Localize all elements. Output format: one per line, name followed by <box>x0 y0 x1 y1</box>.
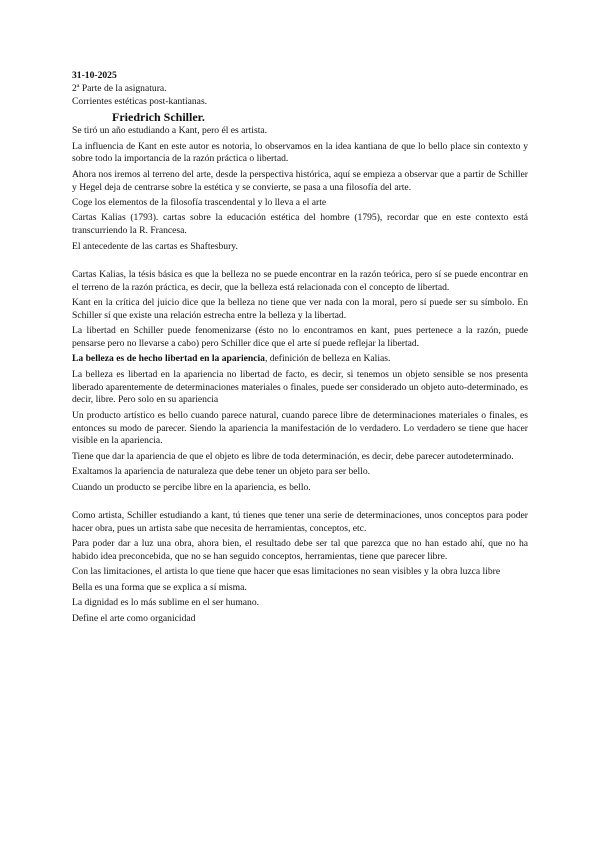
definition-rest: , definición de belleza en Kalias. <box>264 353 391 365</box>
paragraph: Se tiró un año estudiando a Kant, pero él es artista. <box>72 125 268 137</box>
paragraph: Kant en la crítica del juicio dice que la belleza no tiene que ver nada con la moral, pero sí puede ser su símbolo. En Schiller sí que existe una relación estrecha entre la belleza y la libertad. <box>72 297 528 321</box>
section-heading: Friedrich Schiller. <box>112 110 205 125</box>
subtitle-part: 2ª Parte de la asignatura. <box>72 82 167 94</box>
paragraph: Como artista, Schiller estudiando a kant, tú tienes que tener una serie de determinaciones, unos conceptos para poder hacer obra, pues un artista sabe que necesita de herramientas, conceptos, etc. <box>72 510 528 534</box>
paragraph: La influencia de Kant en este autor es notoria, lo observamos en la idea kantiana de que lo bello place sin contexto y sobre todo la importancia de la razón práctica o libertad. <box>72 140 528 165</box>
paragraph: Define el arte como organicidad <box>72 612 196 624</box>
paragraph: Cartas Kalias, la tésis básica es que la belleza no se puede encontrar en la razón teórica, pero sí se puede encontrar en el terreno de la razón práctica, es decir, que la belleza está relacionada con el concepto de libertad. <box>72 268 528 293</box>
paragraph: La libertad en Schiller puede fenomenizarse (ésto no lo encontramos en kant, pues pertenece a la razón, puede pensarse pero no llevarse a cabo) pero Schiller dice que el arte sí puede reflejar la libertad. <box>72 325 528 350</box>
spacer <box>72 256 528 269</box>
paragraph: El antecedente de las cartas es Shaftesbury. <box>72 240 238 252</box>
date-heading: 31-10-2025 <box>72 70 117 81</box>
definition-paragraph <box>72 353 528 366</box>
subtitle-topic: Corrientes estéticas post-kantianas. <box>72 95 208 107</box>
paragraph: La dignidad es lo más sublime en el ser humano. <box>72 597 260 609</box>
paragraph: Con las limitaciones, el artista lo que tiene que hacer que esas limitaciones no sean visibles y la obra luzca libre <box>72 566 501 578</box>
paragraph: Tiene que dar la apariencia de que el objeto es libre de toda determinación, es decir, debe parecer autodeterminado. <box>72 450 514 462</box>
paragraph: Ahora nos iremos al terreno del arte, desde la perspectiva histórica, aquí se empieza a observar que a partir de Schiller y Hegel deja de centrarse sobre la estética y se convierte, se pasa a una filosofía del arte. <box>72 168 528 193</box>
paragraph: Exaltamos la apariencia de naturaleza que debe tener un objeto para ser bello. <box>72 466 371 478</box>
paragraph: Cuando un producto se percibe libre en la apariencia, es bello. <box>72 481 311 493</box>
paragraph: Bella es una forma que se explica a sí misma. <box>72 581 247 593</box>
paragraph: Un producto artístico es bello cuando parece natural, cuando parece libre de determinaciones materiales o finales, es entonces su modo de parecer. Siendo la apariencia la manifestación de lo verdadero. Lo verdadero se tiene que hacer visible en la apariencia. <box>72 409 528 447</box>
paragraph: La belleza es libertad en la apariencia no libertad de facto, es decir, si tenemos un objeto sensible se nos presenta liberado aparentemente de determinaciones materiales o finales, puede ser considerado un objeto auto-determinado, es decir, libre. Pero solo en su apariencia <box>72 368 528 406</box>
paragraph: Cartas Kalias (1793). cartas sobre la educación estética del hombre (1795), recordar que en este contexto está transcurriendo la R. Francesa. <box>72 212 528 237</box>
bold-definition: La belleza es de hecho libertad en la apariencia <box>72 353 265 365</box>
paragraph: Para poder dar a luz una obra, ahora bien, el resultado debe ser tal que parezca que no han estado ahí, que no ha habido idea preconcebida, que no se han seguido conceptos, herramientas, tiene que parecer libre. <box>72 538 528 562</box>
document-page <box>72 70 528 628</box>
paragraph: Coge los elementos de la filosofía trascendental y lo lleva a el arte <box>72 196 327 208</box>
spacer <box>72 497 528 510</box>
